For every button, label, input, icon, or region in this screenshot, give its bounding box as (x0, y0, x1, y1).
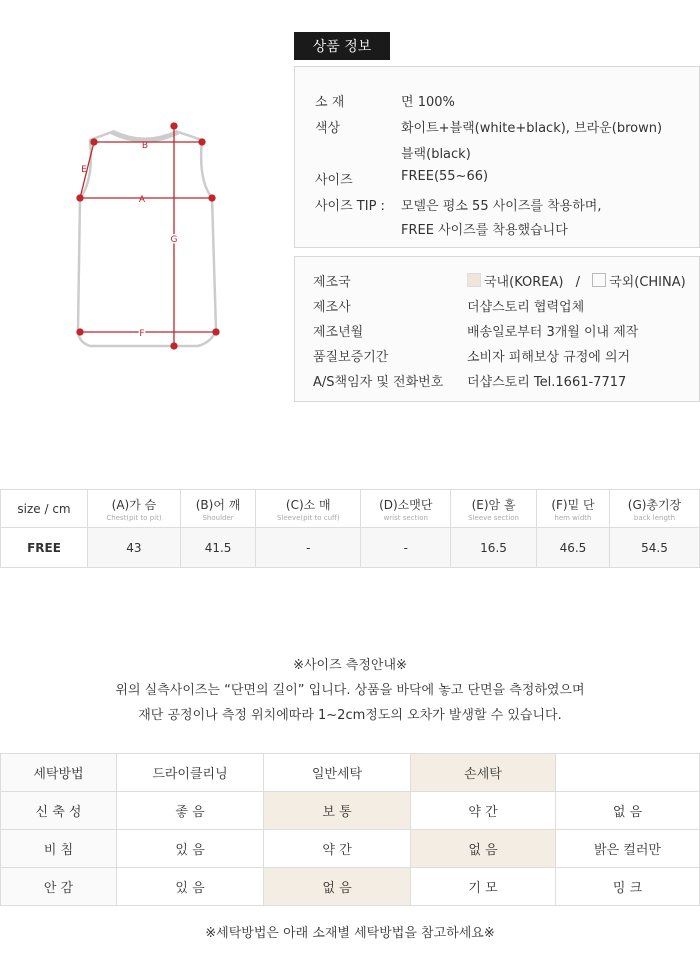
material-value: 면 100% (401, 95, 455, 110)
lining-option-selected: 없 음 (264, 868, 411, 906)
lining-option: 있 음 (117, 868, 264, 906)
lining-option: 기 모 (411, 868, 556, 906)
color-label: 색상 (315, 121, 341, 136)
size-tip-label: 사이즈 TIP : (315, 199, 385, 214)
product-info-title: 상품 정보 (294, 32, 390, 60)
wash-row-method (1, 754, 700, 792)
col-armhole: (E)암 홀 Sleeve section (451, 490, 537, 528)
wash-option-selected: 손세탁 (411, 754, 556, 792)
lining-option: 밍 크 (556, 868, 700, 906)
wash-row-lining (1, 868, 700, 906)
wash-table (0, 753, 700, 906)
col-length: (G)총기장 back length (610, 490, 700, 528)
wash-method-label: 세탁방법 (1, 754, 117, 792)
label-e: E (81, 165, 87, 175)
guide-title: ※사이즈 측정안내※ (293, 658, 407, 673)
value-chest: 43 (88, 528, 181, 568)
lining-label: 안 감 (1, 868, 117, 906)
wash-option: 일반세탁 (264, 754, 411, 792)
material-label: 소 재 (315, 95, 345, 110)
warranty-label: 품질보증기간 (313, 350, 389, 365)
stretch-option: 약 간 (411, 792, 556, 830)
label-g: G (170, 235, 178, 245)
country-label: 제조국 (313, 275, 351, 290)
value-wrist: - (361, 528, 451, 568)
col-chest: (A)가 슴 Chest(pit to pit) (88, 490, 181, 528)
garment-diagram (70, 118, 230, 358)
size-tip-value-2: FREE 사이즈를 착용했습니다 (401, 223, 568, 238)
value-shoulder: 41.5 (180, 528, 255, 568)
manufacture-box (294, 256, 700, 402)
as-label: A/S책임자 및 전화번호 (313, 375, 444, 390)
label-b: B (141, 141, 149, 151)
korea-checkbox (467, 273, 481, 287)
korea-label: 국내(KOREA) (484, 275, 564, 290)
size-table-header (1, 490, 700, 528)
detail-box (294, 66, 700, 248)
col-hem: (F)밑 단 hem width (536, 490, 609, 528)
garment-outline (78, 132, 216, 346)
china-label: 국외(CHINA) (609, 275, 686, 290)
value-armhole: 16.5 (451, 528, 537, 568)
maker-label: 제조사 (313, 300, 351, 315)
sheer-option-selected: 없 음 (411, 830, 556, 868)
sheer-option: 있 음 (117, 830, 264, 868)
size-label: 사이즈 (315, 173, 353, 188)
sheer-option: 밝은 컬러만 (556, 830, 700, 868)
guide-line-2: 재단 공정이나 측정 위치에따라 1~2cm정도의 오차가 발생할 수 있습니다. (138, 708, 562, 723)
stretch-option-selected: 보 통 (264, 792, 411, 830)
country-separator: / (575, 275, 580, 290)
color-value: 화이트+블랙(white+black), 브라운(brown) (401, 121, 663, 136)
guide-line-1: 위의 실측사이즈는 “단면의 길이” 입니다. 상품을 바닥에 놓고 단면을 측정하였으며 (115, 683, 585, 698)
col-shoulder: (B)어 깨 Shoulder (180, 490, 255, 528)
wash-option (556, 754, 700, 792)
size-row-label: FREE (1, 528, 88, 568)
size-row-free (1, 528, 700, 568)
stretch-option: 좋 음 (117, 792, 264, 830)
color-value-2: 블랙(black) (401, 147, 471, 162)
warranty-value: 소비자 피해보상 규정에 의거 (467, 350, 631, 365)
stretch-option: 없 음 (556, 792, 700, 830)
value-sleeve: - (256, 528, 361, 568)
sheer-option: 약 간 (264, 830, 411, 868)
stretch-label: 신 축 성 (1, 792, 117, 830)
value-hem: 46.5 (536, 528, 609, 568)
size-corner: size / cm (1, 490, 88, 528)
label-f: F (139, 329, 145, 339)
maker-value: 더샵스토리 협력업체 (467, 300, 585, 315)
col-sleeve: (C)소 매 Sleeve(pit to cuff) (256, 490, 361, 528)
size-value: FREE(55~66) (401, 169, 489, 184)
wash-option: 드라이클리닝 (117, 754, 264, 792)
country-options (467, 271, 686, 290)
sheer-label: 비 침 (1, 830, 117, 868)
wash-row-sheer (1, 830, 700, 868)
china-checkbox (592, 273, 606, 287)
date-label: 제조년월 (313, 325, 364, 340)
date-value: 배송일로부터 3개월 이내 제작 (467, 325, 639, 340)
size-table (0, 489, 700, 568)
as-value: 더샵스토리 Tel.1661-7717 (467, 375, 627, 390)
label-a: A (138, 195, 146, 205)
wash-row-stretch (1, 792, 700, 830)
footer-note: ※세탁방법은 아래 소재별 세탁방법을 참고하세요※ (205, 926, 495, 941)
size-tip-value: 모델은 평소 55 사이즈를 착용하며, (401, 199, 602, 214)
value-length: 54.5 (610, 528, 700, 568)
col-wrist: (D)소맷단 wrist section (361, 490, 451, 528)
